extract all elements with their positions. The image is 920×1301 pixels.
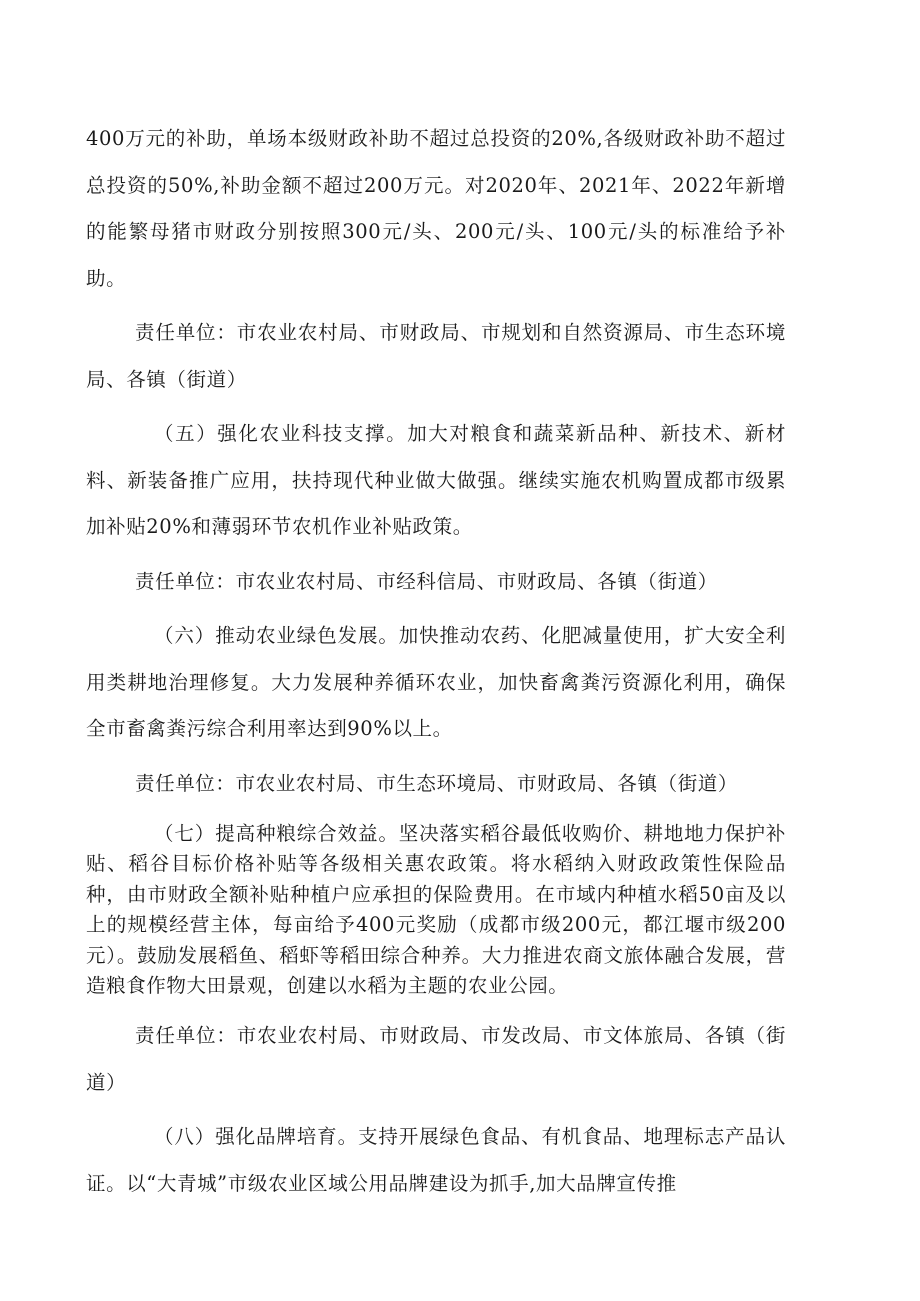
responsibility-units-4: 责任单位：市农业农村局、市财政局、市发改局、市文体旅局、各镇（街道） bbox=[86, 1024, 786, 1094]
section-5-agri-tech: （五）强化农业科技支撑。加大对粮食和蔬菜新品种、新技术、新材料、新装备推广应用，扶持现代种业做大做强。继续实施农机购置成都市级累加补贴20%和薄弱环节农机作业补贴政策。 bbox=[86, 422, 786, 538]
responsibility-units-3: 责任单位：市农业农村局、市生态环境局、市财政局、各镇（街道） bbox=[135, 771, 739, 795]
section-8-brand-cultivation: （八）强化品牌培育。支持开展绿色食品、有机食品、地理标志产品认证。以“大青城”市级农业区域公用品牌建设为抓手,加大品牌宣传推 bbox=[86, 1125, 786, 1195]
section-6-green-development: （六）推动农业绿色发展。加快推动农药、化肥减量使用，扩大安全利用类耕地治理修复。大力发展种养循环农业，加快畜禽粪污资源化利用，确保全市畜禽粪污综合利用率达到90%以上。 bbox=[86, 624, 786, 740]
responsibility-units-2: 责任单位：市农业农村局、市经科信局、市财政局、各镇（街道） bbox=[135, 569, 718, 593]
document-page bbox=[86, 116, 786, 1207]
paragraph-subsidy-continuation: 400万元的补助，单场本级财政补助不超过总投资的20%,各级财政补助不超过总投资的50%,补助金额不超过200万元。对2020年、2021年、2022年新增的能繁母猪市财政分别按照300元/头、200元/头、100元/头的标准给予补助。 bbox=[86, 127, 786, 290]
responsibility-units-1: 责任单位：市农业农村局、市财政局、市规划和自然资源局、市生态环境局、各镇（街道） bbox=[86, 321, 786, 391]
section-7-grain-benefits: （七）提高种粮综合效益。坚决落实稻谷最低收购价、耕地地力保护补贴、稻谷目标价格补贴等各级相关惠农政策。将水稻纳入财政政策性保险品种，由市财政全额补贴种植户应承担的保险费用。在市域内种植水稻50亩及以上的规模经营主体，每亩给予400元奖励（成都市级200元，都江堰市级200元）。鼓励发展稻鱼、稻虾等稻田综合种养。大力推进农商文旅体融合发展，营造粮食作物大田景观，创建以水稻为主题的农业公园。 bbox=[86, 822, 786, 998]
